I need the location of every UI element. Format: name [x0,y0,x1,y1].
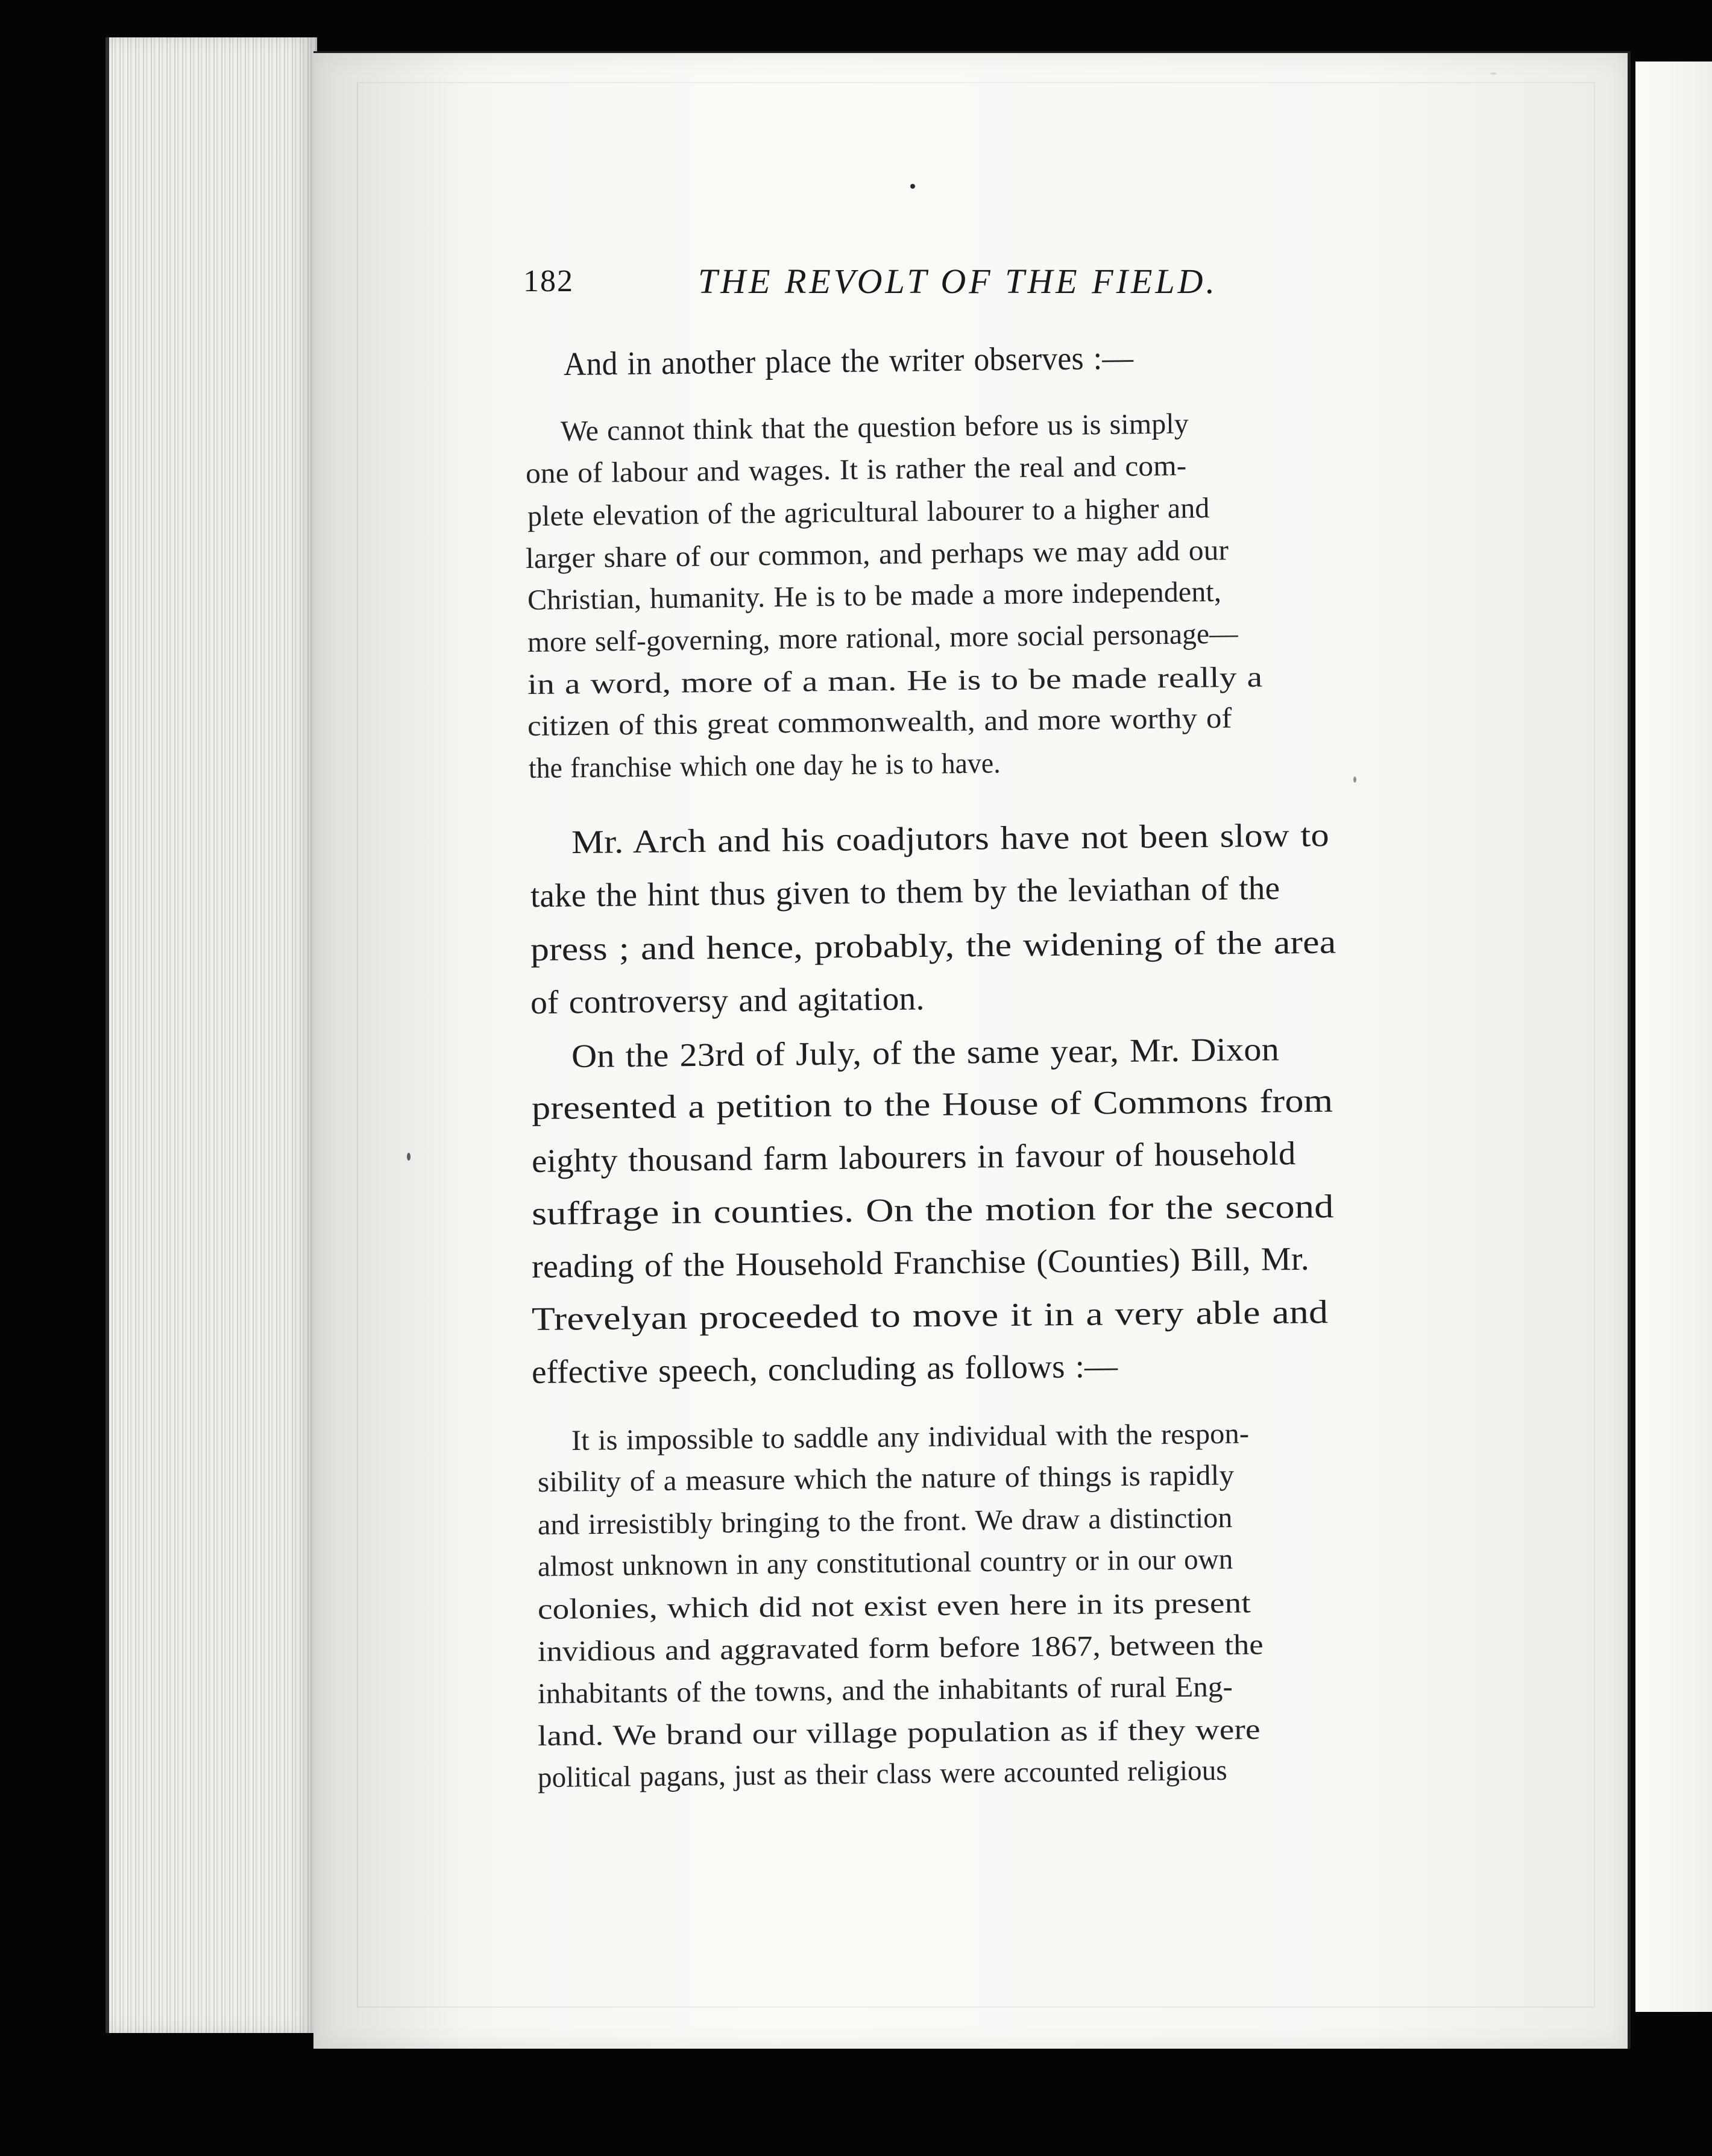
quoted-text-line: citizen of this great commonwealth, and more worthy of [527,702,1232,742]
text-line: take the hint thus given to them by the leviathan of the [530,869,1280,914]
quoted-text-line: larger share of our common, and perhaps we may add our [525,534,1229,575]
quoted-text-line: sibility of a measure which the nature of things is rapidly [537,1459,1235,1498]
adjacent-page-strip [1631,61,1712,2012]
page-header [523,261,1307,315]
text-line: press ; and hence, probably, the widening of the area [530,923,1336,968]
text-line: eighty thousand farm labourers in favour of household [531,1135,1296,1179]
book-page-stack [105,37,317,2033]
text-line: Trevelyan proceeded to move it in a very able and [531,1293,1329,1337]
scan-speck [1490,72,1497,75]
text-line: Mr. Arch and his coadjutors have not been slow to [571,816,1330,860]
quoted-text-line: political pagans, just as their class were accounted religious [537,1754,1228,1794]
text-line: And in another place the writer observes :— [563,339,1134,382]
quoted-text-line: one of labour and wages. It is rather the real and com- [525,449,1187,490]
scan-speck [407,1153,411,1161]
quoted-text-line: We cannot think that the question before us is simply [560,408,1189,447]
running-title: THE REVOLT OF THE FIELD. [698,262,1218,301]
text-line: suffrage in counties. On the motion for the second [531,1188,1334,1232]
quoted-text-line: land. We brand our village population as if they were [537,1713,1260,1752]
scan-speck [1353,777,1356,783]
text-line: presented a petition to the House of Commons from [531,1082,1333,1126]
text-line: reading of the Household Franchise (Counties) Bill, Mr. [531,1240,1310,1285]
quoted-text-line: the franchise which one day he is to have. [528,747,1001,784]
page-number: 182 [523,264,574,298]
quoted-text-line: more self-governing, more rational, more social personage— [527,617,1239,658]
quoted-text-line: plete elevation of the agricultural labourer to a higher and [527,492,1210,532]
quoted-text-line: inhabitants of the towns, and the inhabitants of rural Eng- [537,1671,1233,1710]
quoted-text-line: Christian, humanity. He is to be made a more independent, [527,575,1222,616]
text-line: effective speech, concluding as follows :— [531,1347,1118,1390]
quoted-text-line: invidious and aggravated form before 1867, between the [537,1628,1264,1668]
text-line: On the 23rd of July, of the same year, Mr. Dixon [571,1030,1280,1074]
quoted-text-line: almost unknown in any constitutional country or in our own [537,1543,1233,1583]
quoted-text-line: in a word, more of a man. He is to be made really a [527,661,1263,701]
quoted-text-line: It is impossible to saddle any individual with the respon- [571,1417,1250,1457]
quoted-text-line: colonies, which did not exist even here in its present [537,1587,1251,1625]
quoted-text-line: and irresistibly bringing to the front. We draw a distinction [537,1501,1233,1541]
scan-speck [910,184,915,189]
text-line: of controversy and agitation. [530,980,925,1021]
